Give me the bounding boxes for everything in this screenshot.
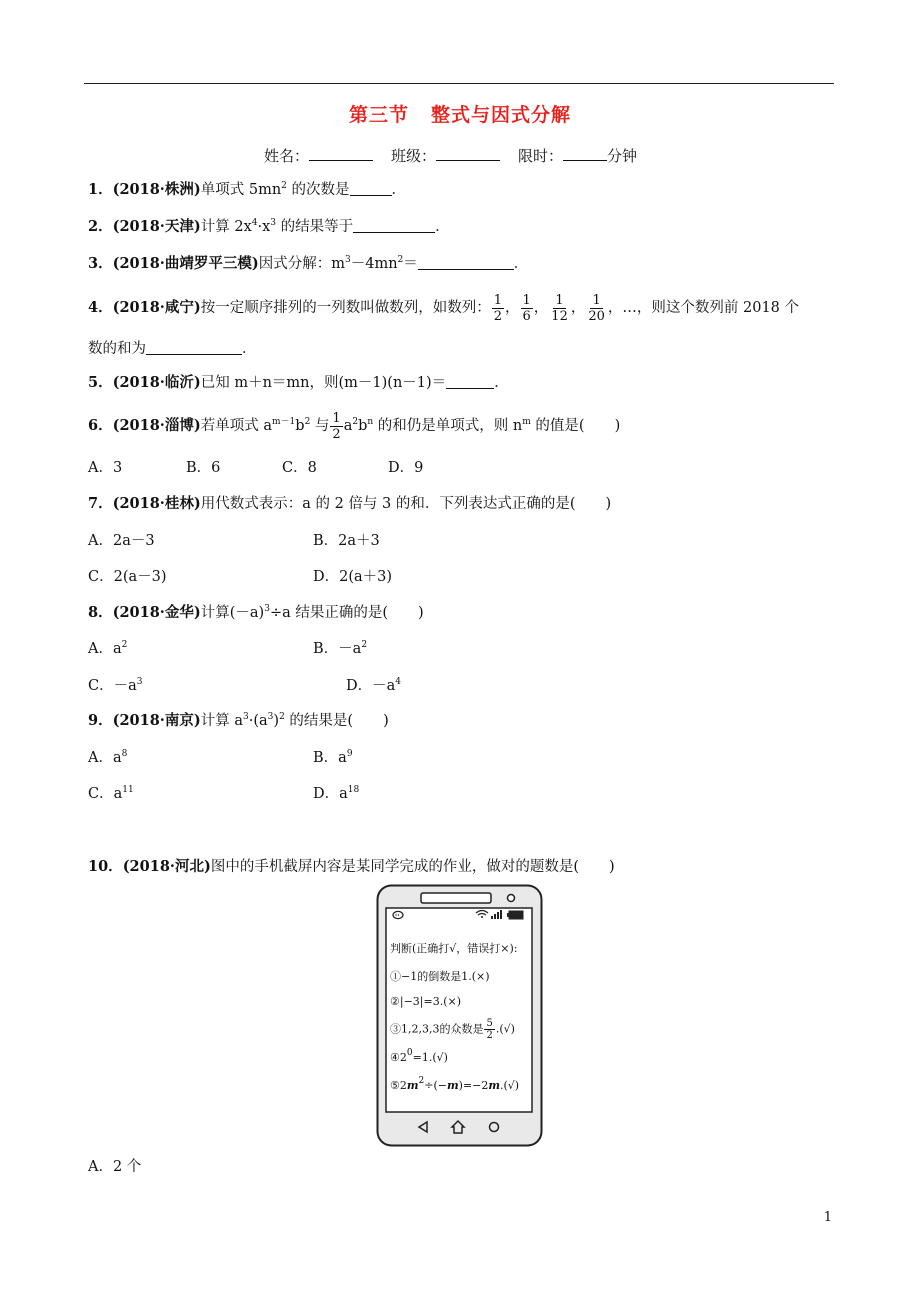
title-topic: 整式与因式分解: [431, 104, 572, 126]
answer-blank[interactable]: [446, 374, 494, 389]
question-10: 10．(2018·河北)图中的手机截屏内容是某同学完成的作业，做对的题数是( ): [88, 858, 615, 875]
phone-item-4: $④2^0=1.(√)$: [390, 1048, 448, 1064]
phone-outline: [376, 884, 543, 1147]
option-b[interactable]: B．$-a^2$: [313, 640, 368, 657]
option-a[interactable]: A．$a^8$: [88, 749, 128, 766]
option-c[interactable]: C．8: [282, 460, 317, 476]
question-5: 5．(2018·临沂)已知 m＋n＝mn，则(m－1)(n－1)＝ ．: [88, 374, 509, 391]
phone-header: 判断(正确打√，错误打×):: [390, 942, 518, 955]
header-rule: [84, 83, 834, 84]
option-d[interactable]: D．$-a^4$: [346, 677, 402, 694]
option-c[interactable]: C．2(a－3): [88, 569, 167, 585]
option-a[interactable]: A．3: [88, 460, 123, 476]
question-7: 7．(2018·桂林)用代数式表示：a 的 2 倍与 3 的和．下列表达式正确的是( ): [88, 495, 612, 512]
answer-blank[interactable]: [353, 218, 435, 233]
question-4-line2: 数的和为 ．: [88, 341, 257, 357]
time-blank[interactable]: [563, 146, 607, 161]
option-b[interactable]: B．6: [186, 460, 221, 476]
page-title: [0, 100, 920, 127]
option-a[interactable]: A．2a－3: [88, 533, 155, 549]
class-blank[interactable]: [436, 146, 500, 161]
fraction: $\frac{1}{2}$: [332, 410, 341, 442]
time-unit: 分钟: [607, 147, 638, 165]
phone-item-2: ②|−3|=3.(×): [390, 995, 462, 1008]
option-b[interactable]: B．$a^9$: [313, 749, 353, 766]
title-section: 第三节: [348, 104, 409, 126]
question-3: 3．(2018·曲靖罗平三模)因式分解：$m^3-4mn^2=$ ．: [88, 255, 529, 272]
option-b[interactable]: B．2a＋3: [313, 533, 380, 549]
class-label: 班级：: [391, 147, 437, 165]
question-6: 6．(2018·淄博)若单项式 $a^{m-1}b^2$ 与 $\frac{1}{2}$ $a^2b^n$ 的和仍是单项式，则 $n^m$ 的值是( ): [88, 410, 621, 442]
answer-blank[interactable]: [350, 181, 392, 196]
answer-blank[interactable]: [418, 255, 514, 270]
question-1: 1．(2018·株洲)单项式 $5mn^2$ 的次数是 ．: [88, 181, 407, 198]
phone-item-3: ③1,2,3,3的众数是 $\frac{5}{2}$ .(√): [390, 1018, 515, 1041]
option-c[interactable]: C．$a^{11}$: [88, 785, 134, 802]
time-label: 限时：: [518, 147, 564, 165]
name-blank[interactable]: [309, 146, 373, 161]
option-a[interactable]: A．2 个: [88, 1159, 142, 1175]
option-d[interactable]: D．9: [388, 460, 424, 476]
question-8: 8．(2018·金华)计算$(-a)^3\div a$ 结果正确的是( ): [88, 604, 424, 621]
option-d[interactable]: D．$a^{18}$: [313, 785, 360, 802]
answer-blank[interactable]: [146, 340, 242, 355]
name-label: 姓名：: [264, 147, 310, 165]
student-info: [264, 145, 637, 166]
option-d[interactable]: D．2(a＋3): [313, 569, 393, 585]
phone-item-5: $⑤2m^2\div(-m)=-2m.(√)$: [390, 1076, 520, 1092]
fraction: $\frac{1}{2}$: [493, 292, 503, 324]
option-a[interactable]: A．$a^2$: [88, 640, 128, 657]
battery-icon: [507, 911, 523, 919]
page-number: 1: [823, 1210, 832, 1225]
fraction: $\frac{1}{6}$: [522, 292, 531, 324]
option-c[interactable]: C．$-a^3$: [88, 677, 143, 694]
question-2: 2．(2018·天津)计算 $2x^4\cdot x^3$ 的结果等于 ．: [88, 218, 450, 235]
question-9: 9．(2018·南京)计算 $a^3\cdot(a^3)^2$ 的结果是( ): [88, 712, 389, 729]
fraction: $\frac{1}{20}$: [588, 292, 605, 324]
fraction: $\frac{1}{12}$: [551, 292, 568, 324]
phone-item-1: ①−1的倒数是1.(×): [390, 970, 490, 983]
question-4: 4．(2018·咸宁)按一定顺序排列的一列数叫做数列，如数列： $\frac{1}{2}$ ， $\frac{1}{6}$ ， $\frac{1}{12}$ ， $\frac{1}{20}$ ，…，则这个数列前 2018 个: [88, 292, 800, 324]
phone-figure: [376, 884, 543, 1147]
